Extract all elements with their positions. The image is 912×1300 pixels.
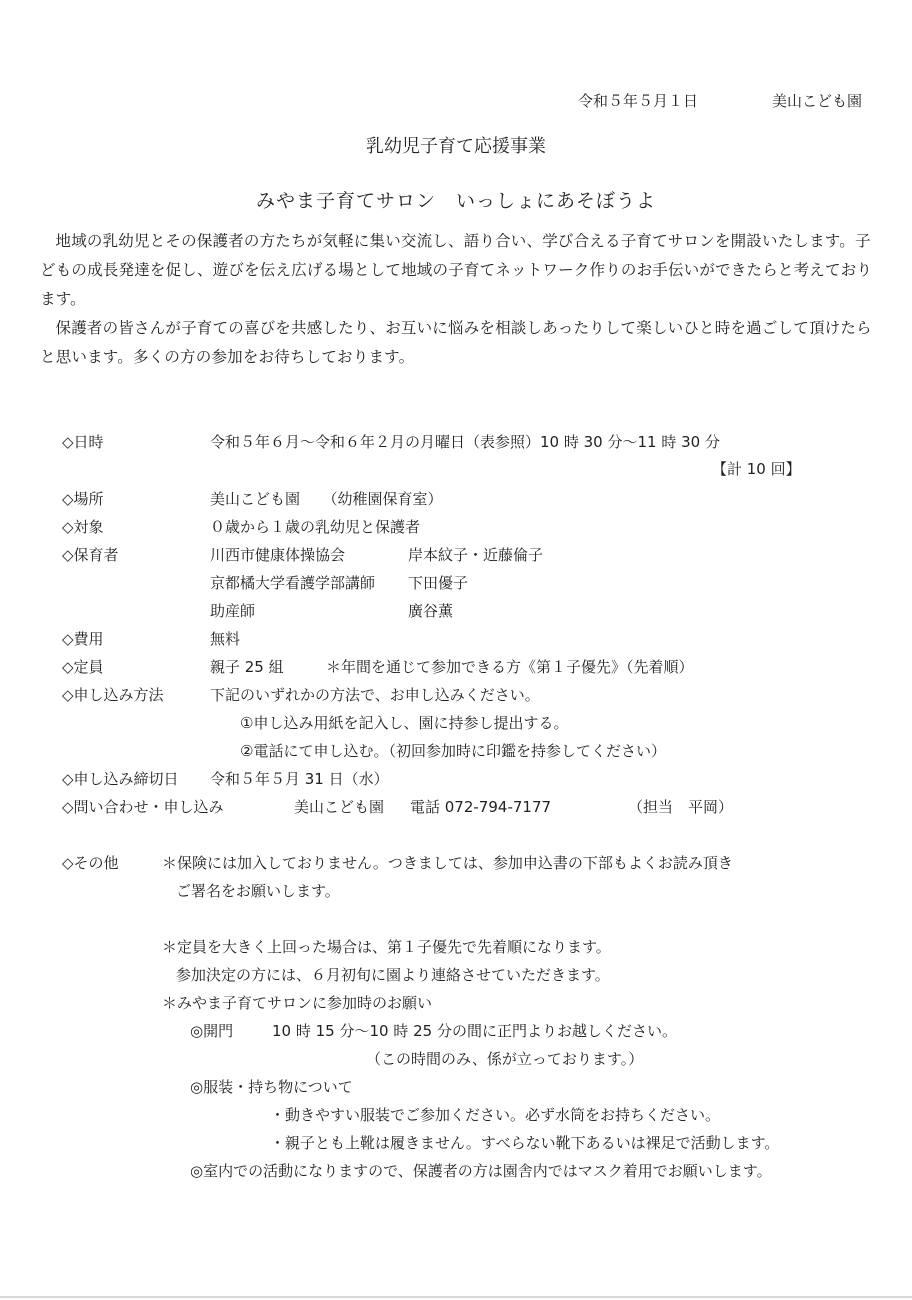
insurance-note-cont: ご署名をお願いします。 <box>176 882 340 900</box>
overflow-note: ＊定員を大きく上回った場合は、第１子優先で先着順になります。 <box>162 938 611 956</box>
clothes-heading: ◎服装・持ち物について <box>190 1078 353 1096</box>
contact-person: （担当 平岡） <box>628 798 734 816</box>
target-label: ◇対象 <box>62 518 104 536</box>
deadline-label: ◇申し込み締切日 <box>62 770 179 788</box>
contact-org: 美山こども園 <box>294 798 385 816</box>
session-count: 【計 10 回】 <box>712 460 801 478</box>
insurance-note: ＊保険には加入しておりません。つきましては、参加申込書の下部もよくお読み頂き <box>162 854 733 872</box>
capacity-value: 親子 25 組 <box>210 658 284 676</box>
intro-paragraph: 保護者の皆さんが子育ての喜びを共感したり、お互いに悩みを相談しあったりして楽しいひと時を過ごして頂けたらと思います。多くの方の参加をお待ちしております。 <box>40 319 872 366</box>
document-subtitle: みやま子育てサロン いっしょにあそぼうよ <box>255 190 656 212</box>
caregivers-label: ◇保育者 <box>62 546 119 564</box>
datetime-label: ◇日時 <box>62 433 104 451</box>
datetime-value: 令和５年６月～令和６年２月の月曜日（表参照）10 時 30 分～11 時 30 分 <box>210 433 720 451</box>
caregiver-names: 岸本紋子・近藤倫子 <box>408 546 544 564</box>
gate-note: （この時間のみ、係が立っております。） <box>366 1050 644 1068</box>
caregiver-org: 川西市健康体操協会 <box>210 546 346 564</box>
capacity-note: ＊年間を通じて参加できる方《第１子優先》（先着順） <box>326 658 694 676</box>
caregiver-org: 京都橘大学看護学部講師 <box>210 574 376 592</box>
overflow-note-cont: 参加決定の方には、６月初旬に園より連絡させていただきます。 <box>176 966 610 984</box>
apply-method: ②電話にて申し込む。（初回参加時に印鑑を持参してください） <box>240 742 666 760</box>
issue-date: 令和５年５月１日 <box>578 92 699 110</box>
intro-text <box>40 227 880 372</box>
request-heading: ＊みやま子育てサロンに参加時のお願い <box>162 994 433 1012</box>
place-value: 美山こども園 （幼稚園保育室） <box>210 490 443 508</box>
target-value: ０歳から１歳の乳幼児と保護者 <box>210 518 421 536</box>
other-label: ◇その他 <box>62 854 119 872</box>
fee-value: 無料 <box>210 630 241 648</box>
gate-time: 10 時 15 分～10 時 25 分の間に正門よりお越しください。 <box>272 1022 677 1040</box>
caregiver-org: 助産師 <box>210 602 256 620</box>
deadline-value: 令和５年５月 31 日（水） <box>210 770 389 788</box>
caregiver-names: 廣谷薫 <box>408 602 454 620</box>
mask-note: ◎室内での活動になりますので、保護者の方は園舎内ではマスク着用でお願いします。 <box>190 1162 772 1180</box>
fee-label: ◇費用 <box>62 630 104 648</box>
caregiver-names: 下田優子 <box>408 574 469 592</box>
clothes-bullet: ・動きやすい服装でご参加ください。必ず水筒をお持ちください。 <box>270 1106 721 1124</box>
apply-method: ①申し込み用紙を記入し、園に持参し提出する。 <box>240 714 569 732</box>
capacity-label: ◇定員 <box>62 658 104 676</box>
apply-label: ◇申し込み方法 <box>62 686 164 704</box>
scan-edge <box>0 1296 912 1298</box>
clothes-bullet: ・親子とも上靴は履きません。すべらない靴下あるいは裸足で活動します。 <box>270 1134 780 1152</box>
contact-phone: 電話 072-794-7177 <box>410 798 552 816</box>
apply-value: 下記のいずれかの方法で、お申し込みください。 <box>210 686 540 704</box>
gate-label: ◎開門 <box>190 1022 234 1040</box>
organization-name: 美山こども園 <box>772 92 863 110</box>
intro-paragraph: 地域の乳幼児とその保護者の方たちが気軽に集い交流し、語り合い、学び合える子育てサロンを開設いたします。子どもの成長発達を促し、遊びを伝え広げる場として地域の子育てネットワーク作りのお手伝いができたらと考えております。 <box>40 232 873 308</box>
contact-label: ◇問い合わせ・申し込み <box>62 798 224 816</box>
place-label: ◇場所 <box>62 490 104 508</box>
document-title: 乳幼児子育て応援事業 <box>366 136 546 157</box>
